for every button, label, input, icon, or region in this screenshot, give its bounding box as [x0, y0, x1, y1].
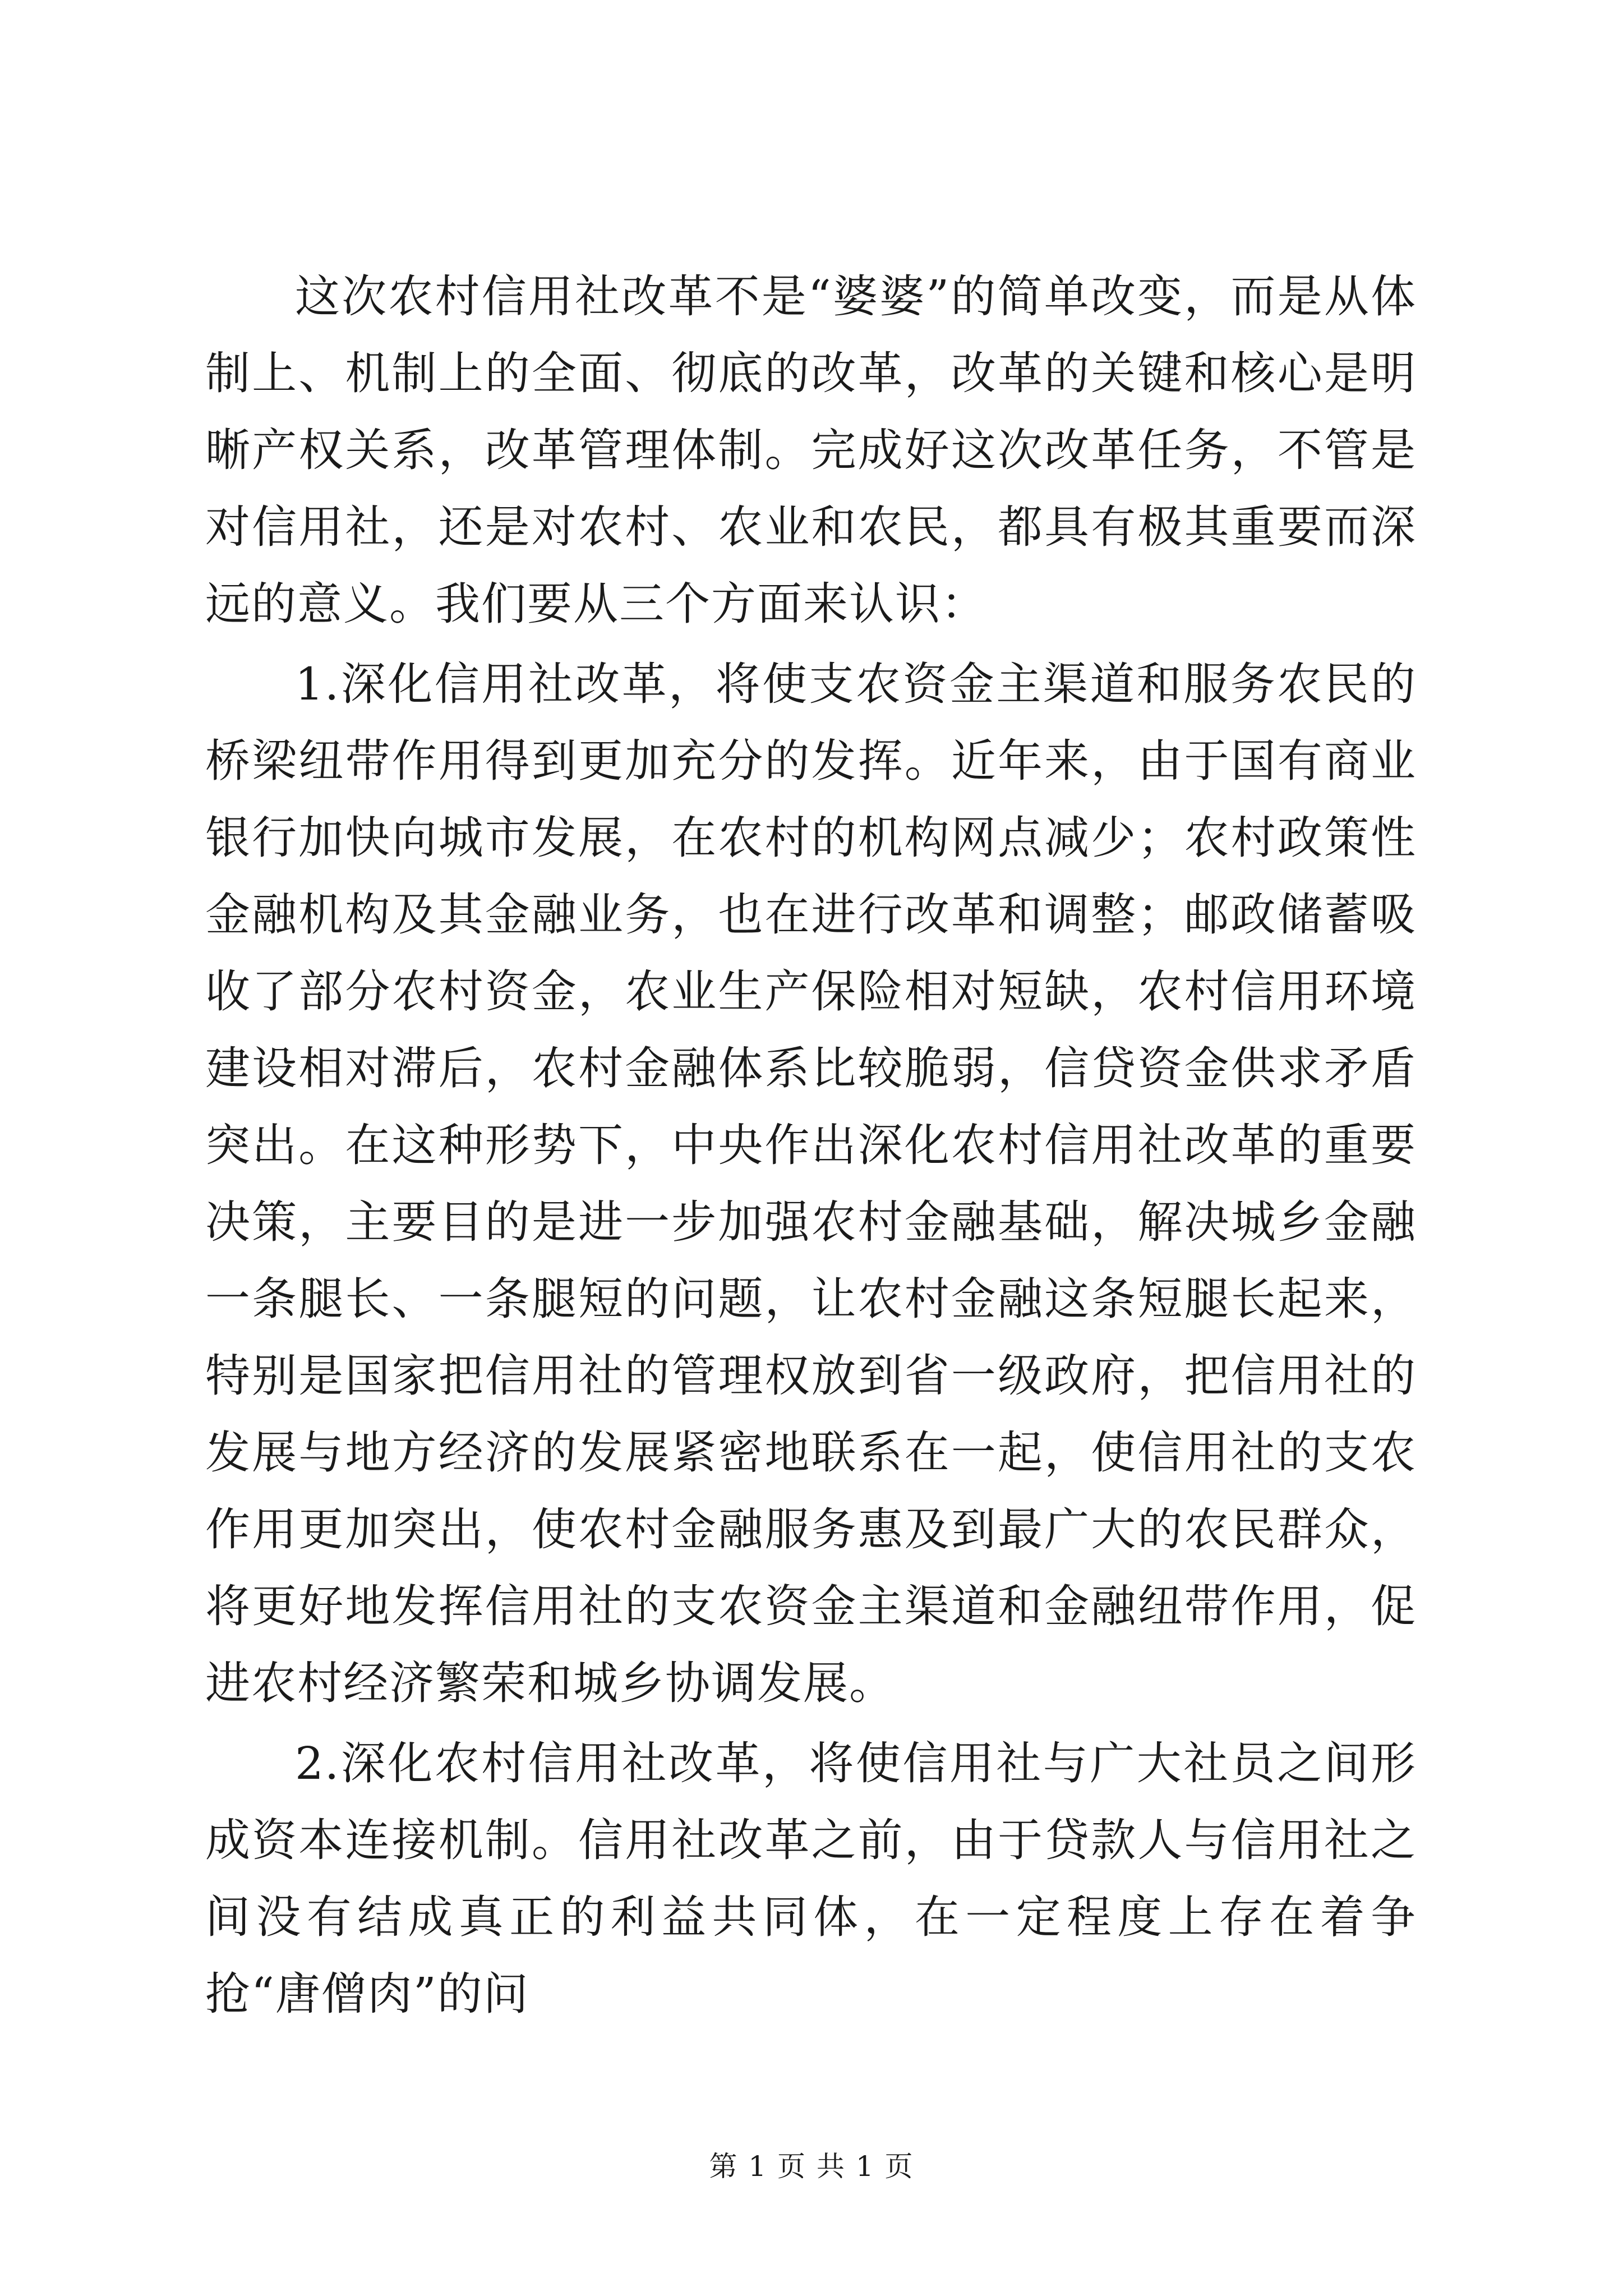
page-footer: 第 1 页 共 1 页 [709, 2150, 914, 2183]
paragraph-intro: 这次农村信用社改革不是“婆婆”的简单改变，而是从体制上、机制上的全面、彻底的改革，改革的关键和核心是明晰产权关系，改革管理体制。完成好这次改革任务，不管是对信用社，还是对农村、农业和农民，都具有极其重要而深远的意义。我们要从三个方面来认识： [205, 270, 1417, 630]
paragraph-point-2: 2.深化农村信用社改革，将使信用社与广大社员之间形成资本连接机制。信用社改革之前，由于贷款人与信用社之间没有结成真正的利益共同体，在一定程度上存在着争抢“唐僧肉”的问 [205, 1737, 1417, 2020]
document-body [205, 258, 1417, 2032]
paragraph-point-1: 1.深化信用社改革，将使支农资金主渠道和服务农民的桥梁纽带作用得到更加充分的发挥。近年来，由于国有商业银行加快向城市发展，在农村的机构网点减少；农村政策性金融机构及其金融业务，也在进行改革和调整；邮政储蓄吸收了部分农村资金，农业生产保险相对短缺，农村信用环境建设相对滞后，农村金融体系比较脆弱，信贷资金供求矛盾突出。在这种形势下，中央作出深化农村信用社改革的重要决策，主要目的是进一步加强农村金融基础，解决城乡金融一条腿长、一条腿短的问题，让农村金融这条短腿长起来，特别是国家把信用社的管理权放到省一级政府，把信用社的发展与地方经济的发展紧密地联系在一起，使信用社的支农作用更加突出，使农村金融服务惠及到最广大的农民群众，将更好地发挥信用社的支农资金主渠道和金融纽带作用，促进农村经济繁荣和城乡协调发展。 [205, 658, 1417, 1709]
